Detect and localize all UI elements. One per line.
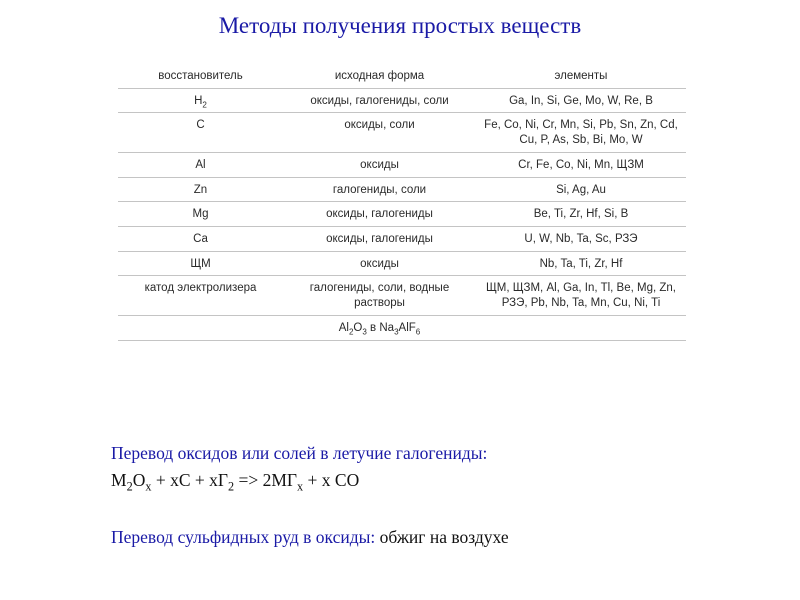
reducer-cell: ЩМ [118, 251, 283, 276]
sulfide-line [111, 527, 509, 548]
elements-cell: Nb, Ta, Ti, Zr, Hf [476, 251, 686, 276]
formula-part: O [353, 321, 363, 334]
equation-subscript: x [297, 479, 304, 494]
equation-subscript: 2 [227, 479, 235, 494]
table-row [118, 88, 686, 113]
reducer-name: H [194, 94, 203, 107]
table-row [118, 152, 686, 177]
sulfide-label: Перевод сульфидных руд в оксиды: [111, 527, 380, 547]
formula-subscript: 3 [394, 327, 399, 337]
reducer-cell: Ca [118, 227, 283, 252]
table-row [118, 227, 686, 252]
form-cell: оксиды [283, 251, 476, 276]
equation-part: M [111, 470, 127, 490]
table-row [118, 113, 686, 152]
form-cell: оксиды [283, 152, 476, 177]
form-cell: галогениды, соли [283, 177, 476, 202]
equation-part: + xC + xГ [151, 470, 228, 490]
table-row [118, 276, 686, 315]
equation-part: => 2МГ [234, 470, 298, 490]
form-cell-formula [283, 315, 476, 340]
table-row [118, 315, 686, 340]
reducer-cell [118, 88, 283, 113]
header-elements: элементы [476, 64, 686, 88]
equation-part: O [132, 470, 146, 490]
halide-equation [111, 470, 360, 494]
halide-heading: Перевод оксидов или солей в летучие галогениды: [111, 443, 488, 463]
methods-table [118, 64, 686, 341]
reducer-cell: Al [118, 152, 283, 177]
table-row [118, 177, 686, 202]
elements-cell: Fe, Co, Ni, Cr, Mn, Si, Pb, Sn, Zn, Cd, Cu, P, As, Sb, Bi, Mo, W [476, 113, 686, 152]
form-cell: оксиды, галогениды [283, 202, 476, 227]
header-reducer: восстановитель [118, 64, 283, 88]
formula-part: Al [338, 321, 349, 334]
table-header-row [118, 64, 686, 88]
elements-cell: Si, Ag, Au [476, 177, 686, 202]
formula-subscript: 3 [362, 327, 367, 337]
reducer-cell-empty [118, 315, 283, 340]
equation-part: + x CO [303, 470, 360, 490]
reducer-cell: Mg [118, 202, 283, 227]
reducer-cell: катод электролизера [118, 276, 283, 315]
page-title: Методы получения простых веществ [218, 13, 582, 38]
reducer-cell: C [118, 113, 283, 152]
formula-subscript: 6 [415, 327, 421, 337]
elements-cell: Cr, Fe, Co, Ni, Mn, ЩЗМ [476, 152, 686, 177]
reducer-subscript: 2 [202, 100, 207, 110]
equation-subscript: x [145, 479, 152, 494]
form-cell: галогениды, соли, водные растворы [283, 276, 476, 315]
formula-subscript: 2 [348, 327, 354, 337]
elements-cell: Be, Ti, Zr, Hf, Si, B [476, 202, 686, 227]
elements-cell-empty [476, 315, 686, 340]
form-cell: оксиды, соли [283, 113, 476, 152]
equation-subscript: 2 [126, 479, 133, 494]
reducer-cell: Zn [118, 177, 283, 202]
formula-part: в Na [366, 321, 395, 334]
form-cell: оксиды, галогениды, соли [283, 88, 476, 113]
form-cell: оксиды, галогениды [283, 227, 476, 252]
table-row [118, 251, 686, 276]
header-initial-form: исходная форма [283, 64, 476, 88]
elements-cell: Ga, In, Si, Ge, Mo, W, Re, B [476, 88, 686, 113]
formula-part: AlF [398, 321, 416, 334]
elements-cell: U, W, Nb, Ta, Sc, РЗЭ [476, 227, 686, 252]
elements-cell: ЩМ, ЩЗМ, Al, Ga, In, Tl, Be, Mg, Zn, РЗЭ, Pb, Nb, Ta, Mn, Cu, Ni, Ti [476, 276, 686, 315]
table-row [118, 202, 686, 227]
sulfide-method: обжиг на воздухе [379, 527, 509, 547]
